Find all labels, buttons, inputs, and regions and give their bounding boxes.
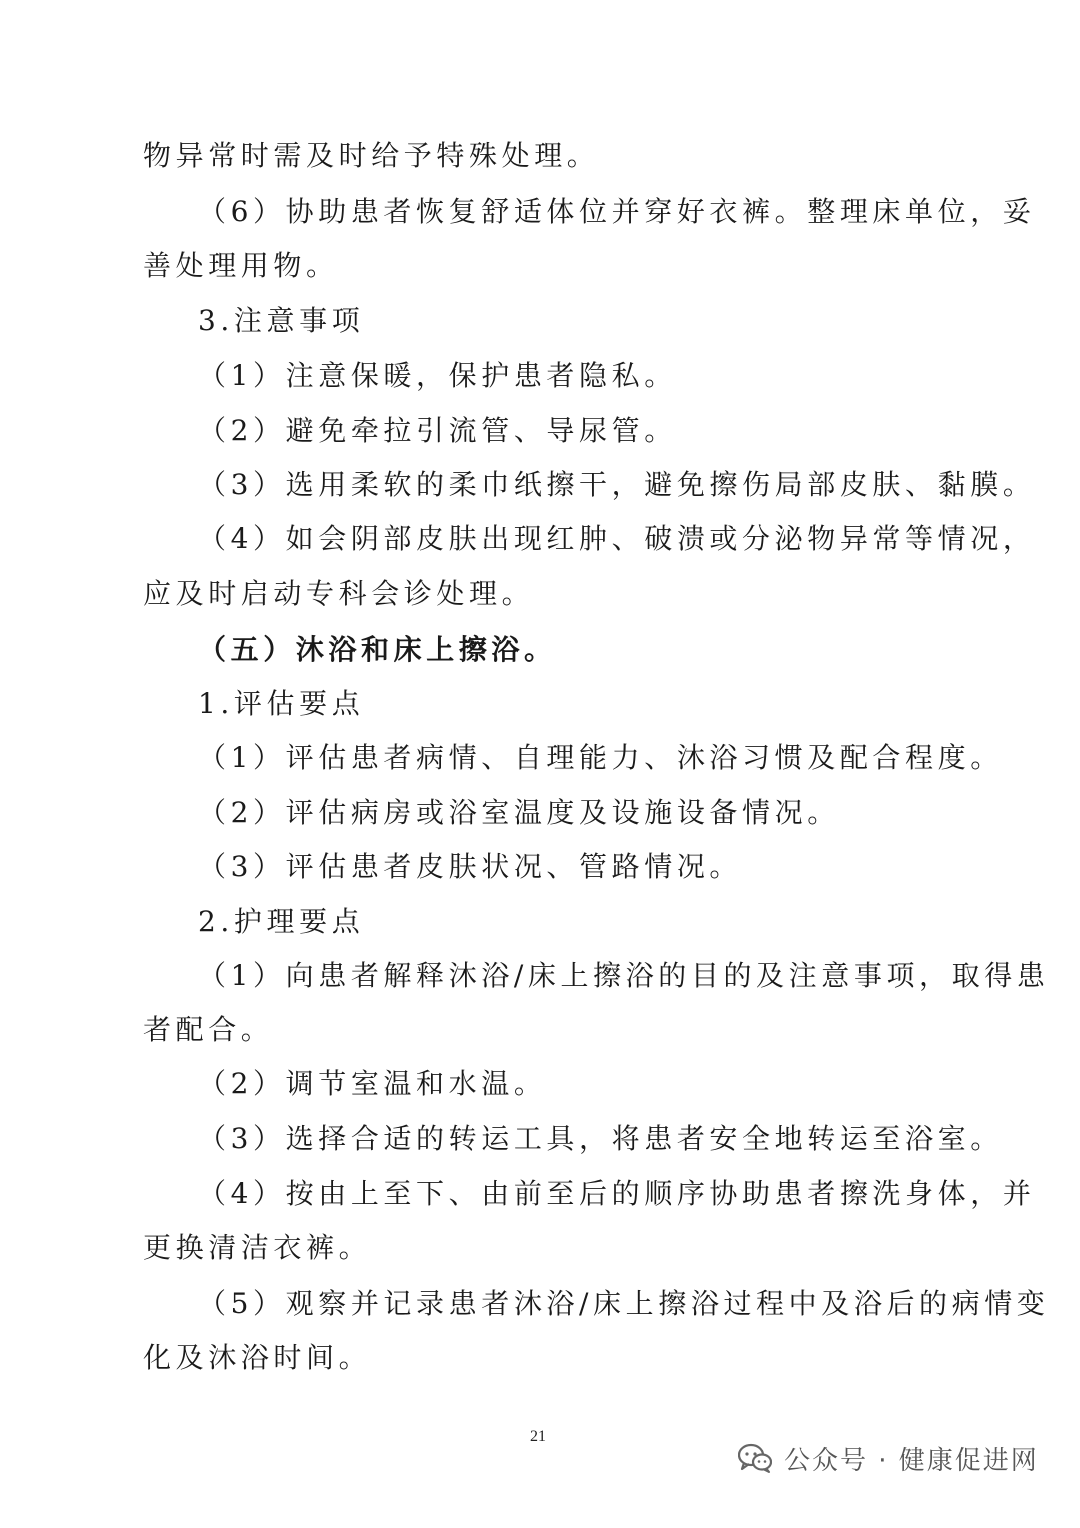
text-line: （3）选用柔软的柔巾纸擦干，避免擦伤局部皮肤、黏膜。: [198, 468, 1036, 501]
page-number: 21: [530, 1428, 546, 1445]
text-line: 应及时启动专科会诊处理。: [143, 577, 535, 610]
text-line: （2）调节室温和水温。: [198, 1067, 547, 1100]
text-line: 更换清洁衣裤。: [143, 1231, 372, 1264]
section-heading: 1.评估要点: [198, 687, 365, 720]
chapter-heading: （五）沐浴和床上擦浴。: [198, 633, 557, 666]
text-line: （4）如会阴部皮肤出现红肿、破溃或分泌物异常等情况，: [198, 522, 1036, 555]
watermark-text: 公众号 · 健康促进网: [784, 1445, 1039, 1476]
text-line: （5）观察并记录患者沐浴/床上擦浴过程中及浴后的病情变: [198, 1287, 1050, 1320]
text-line: （6）协助患者恢复舒适体位并穿好衣裤。整理床单位，妥: [198, 195, 1036, 228]
section-heading: 3.注意事项: [198, 304, 365, 337]
text-line: （1）注意保暖，保护患者隐私。: [198, 359, 677, 392]
text-line: 善处理用物。: [143, 249, 339, 282]
text-line: （3）评估患者皮肤状况、管路情况。: [198, 850, 743, 883]
watermark: [738, 1438, 1039, 1478]
text-line: （2）避免牵拉引流管、导尿管。: [198, 414, 677, 447]
text-line: 化及沐浴时间。: [143, 1341, 372, 1374]
section-heading: 2.护理要点: [198, 905, 365, 938]
text-line: （1）评估患者病情、自理能力、沐浴习惯及配合程度。: [198, 741, 1003, 774]
text-line: （1）向患者解释沐浴/床上擦浴的目的及注意事项，取得患: [198, 959, 1050, 992]
text-line: 物异常时需及时给予特殊处理。: [143, 139, 600, 172]
text-line: 者配合。: [143, 1013, 274, 1046]
text-line: （2）评估病房或浴室温度及设施设备情况。: [198, 796, 840, 829]
text-line: （3）选择合适的转运工具，将患者安全地转运至浴室。: [198, 1122, 1003, 1155]
text-line: （4）按由上至下、由前至后的顺序协助患者擦洗身体，并: [198, 1177, 1036, 1210]
wechat-icon: [738, 1443, 772, 1473]
